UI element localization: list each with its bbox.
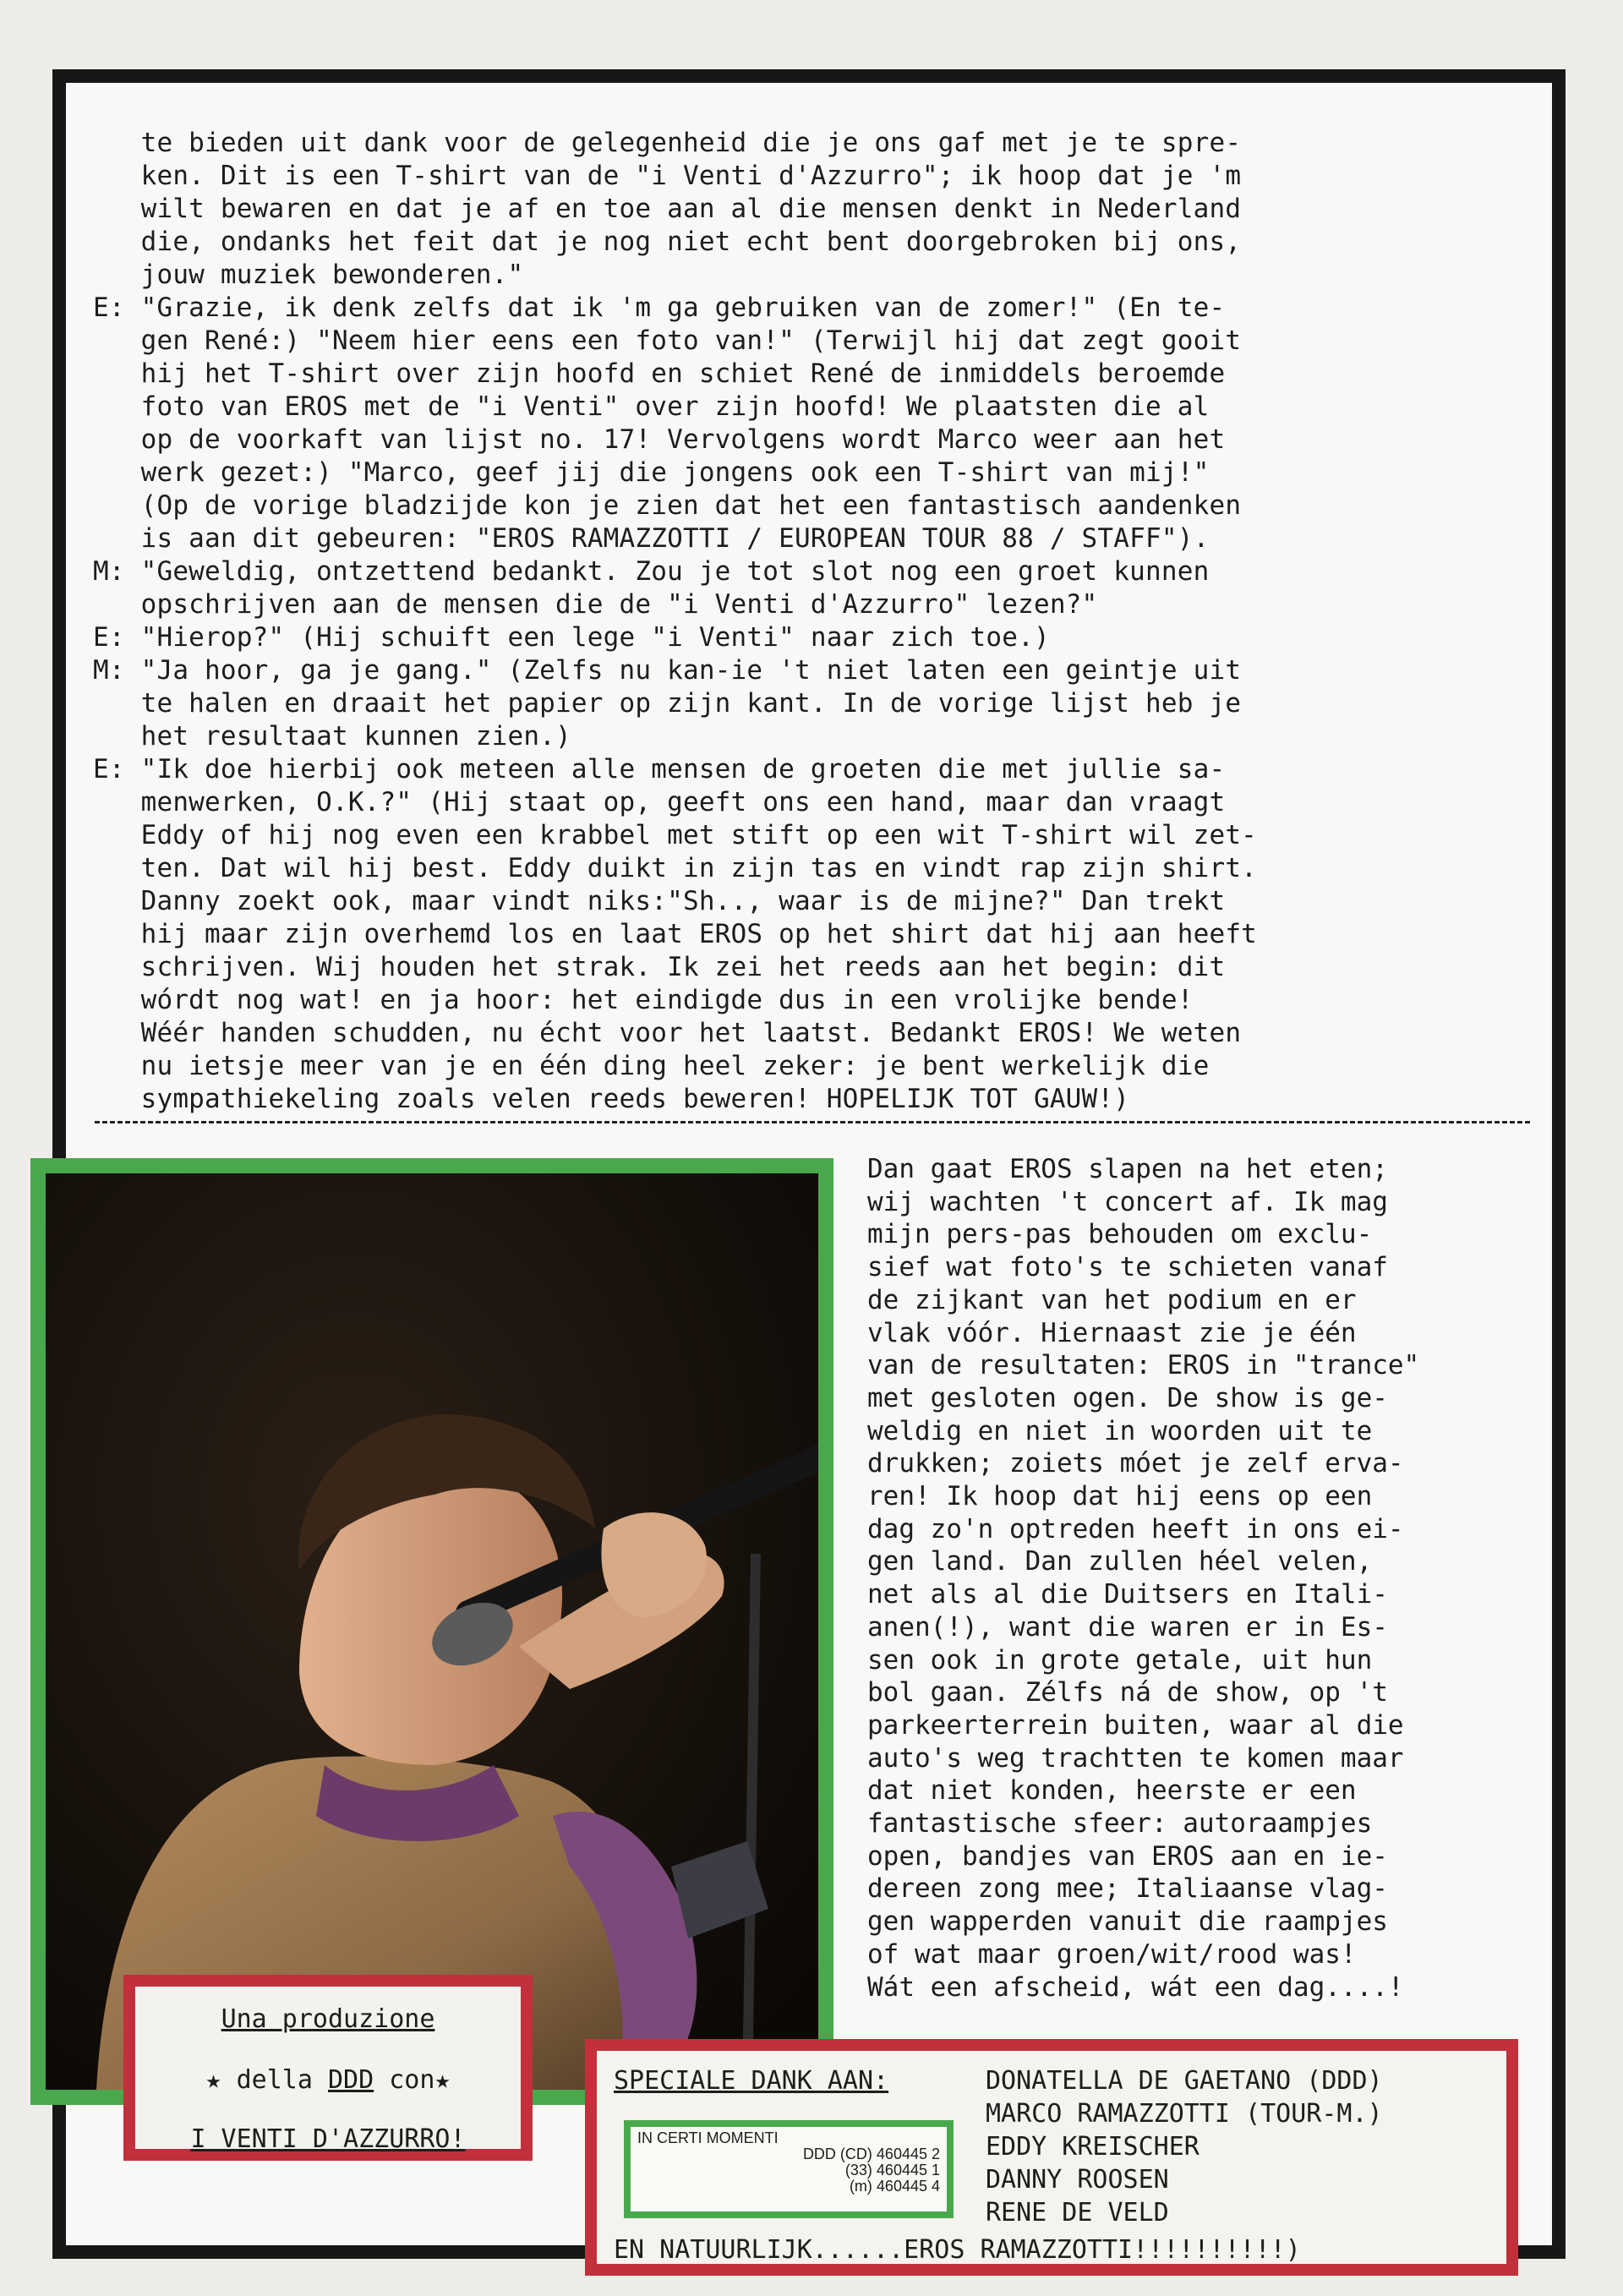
interview-line: Danny zoekt ook, maar vindt niks:"Sh.., waar is de mijne?" Dan trekt xyxy=(93,886,1226,916)
interview-line: schrijven. Wij houden het strak. Ik zei het reeds aan het begin: dit xyxy=(93,952,1226,982)
sidebar-line: vlak vóór. Hiernaast zie je één xyxy=(867,1317,1357,1348)
thanks-heading-text: SPECIALE DANK AAN: xyxy=(614,2066,889,2096)
album-row: (33) 460445 1 xyxy=(844,2162,940,2178)
thanks-name: DONATELLA DE GAETANO (DDD) xyxy=(986,2066,1383,2096)
interview-line: M: "Ja hoor, ga je gang." (Zelfs nu kan-ie 't niet laten een geintje uit xyxy=(93,655,1242,686)
dashed-divider xyxy=(95,1121,1530,1123)
interview-line: E: "Hierop?" (Hij schuift een lege "i Venti" naar zich toe.) xyxy=(93,622,1050,653)
album-info-box xyxy=(624,2120,954,2218)
credit-line-3 xyxy=(135,2124,521,2156)
thanks-name: EDDY KREISCHER xyxy=(986,2132,1199,2162)
sidebar-line: mijn pers-pas behouden om exclu- xyxy=(867,1219,1373,1250)
photo-frame xyxy=(30,1158,833,2105)
interview-line: die, ondanks het feit dat je nog niet echt bent doorgebroken bij ons, xyxy=(93,227,1242,257)
credit-box xyxy=(123,1975,533,2161)
interview-line: E: "Grazie, ik denk zelfs dat ik 'm ga gebruiken van de zomer!" (En te- xyxy=(93,292,1226,323)
sidebar-line: net als al die Duitsers en Itali- xyxy=(867,1579,1388,1610)
credit-line-2 xyxy=(135,2064,521,2096)
interview-line: nu ietsje meer van je en één ding heel zeker: je bent werkelijk die xyxy=(93,1051,1210,1081)
interview-line: wilt bewaren en dat je af en toe aan al die mensen denkt in Nederland xyxy=(93,194,1242,224)
interview-line: menwerken, O.K.?" (Hij staat op, geeft ons een hand, maar dan vraagt xyxy=(93,787,1226,817)
credit-line-1 xyxy=(135,2004,521,2036)
credit-ddd: DDD xyxy=(328,2065,374,2095)
thanks-name: MARCO RAMAZZOTTI (TOUR-M.) xyxy=(986,2099,1383,2129)
interview-line: M: "Geweldig, ontzettend bedankt. Zou je tot slot nog een groet kunnen xyxy=(93,556,1210,587)
interview-line: Eddy of hij nog even een krabbel met stift op een wit T-shirt wil zet- xyxy=(93,820,1258,850)
interview-line: sympathiekeling zoals velen reeds beweren! HOPELIJK TOT GAUW!) xyxy=(93,1084,1130,1114)
sidebar-line: dag zo'n optreden heeft in ons ei- xyxy=(867,1513,1404,1544)
singer-illustration xyxy=(46,1173,818,2090)
interview-line: Wéér handen schudden, nu écht voor het laatst. Bedankt EROS! We weten xyxy=(93,1018,1242,1048)
sidebar-line: Wát een afscheid, wát een dag....! xyxy=(867,1971,1404,2003)
sidebar-line: Dan gaat EROS slapen na het eten; xyxy=(867,1154,1388,1184)
interview-line: hij het T-shirt over zijn hoofd en schiet René de inmiddels beroemde xyxy=(93,358,1226,389)
sidebar-line: anen(!), want die waren er in Es- xyxy=(867,1611,1388,1643)
sidebar-line: met gesloten ogen. De show is ge- xyxy=(867,1382,1388,1413)
sidebar-line: sief wat foto's te schieten vanaf xyxy=(867,1252,1388,1283)
interview-line: (Op de vorige bladzijde kon je zien dat het een fantastisch aandenken xyxy=(93,490,1242,521)
star-icon: ★ xyxy=(434,2065,451,2095)
sidebar-line: open, bandjes van EROS aan en ie- xyxy=(867,1840,1388,1872)
interview-line: het resultaat kunnen zien.) xyxy=(93,721,571,752)
thanks-box xyxy=(585,2039,1518,2276)
album-row: DDD (CD) 460445 2 xyxy=(802,2146,940,2162)
sidebar-line: ren! Ik hoop dat hij eens op een xyxy=(867,1481,1373,1512)
thanks-final: EN NATUURLIJK......EROS RAMAZZOTTI!!!!!!!!!!) xyxy=(614,2235,1301,2265)
star-icon: ★ xyxy=(205,2065,221,2095)
sidebar-line: wij wachten 't concert af. Ik mag xyxy=(867,1186,1388,1217)
sidebar-line: fantastische sfeer: autoraampjes xyxy=(867,1808,1373,1840)
sidebar-line: de zijkant van het podium en er xyxy=(867,1284,1357,1315)
interview-line: wórdt nog wat! en ja hoor: het eindigde dus in een vrolijke bende! xyxy=(93,985,1194,1015)
credit-venti: I VENTI D'AZZURRO! xyxy=(190,2124,466,2154)
credit-con: con xyxy=(389,2065,435,2095)
interview-line: hij maar zijn overhemd los en laat EROS op het shirt dat hij aan heeft xyxy=(93,919,1258,949)
album-row: (m) 460445 4 xyxy=(849,2178,940,2195)
sidebar-line: drukken; zoiets móet je zelf erva- xyxy=(867,1448,1404,1479)
credit-production: Una produzione xyxy=(221,2004,435,2034)
sidebar-line: bol gaan. Zélfs ná de show, op 't xyxy=(867,1677,1388,1708)
thanks-heading xyxy=(614,2064,888,2097)
interview-line: E: "Ik doe hierbij ook meteen alle mensen de groeten die met jullie sa- xyxy=(93,754,1226,784)
sidebar-line: of wat maar groen/wit/rood was! xyxy=(867,1938,1357,1970)
interview-line: te halen en draait het papier op zijn kant. In de vorige lijst heb je xyxy=(93,688,1242,719)
album-title: IN CERTI MOMENTI xyxy=(637,2129,779,2146)
sidebar-line: weldig en niet in woorden uit te xyxy=(867,1415,1373,1446)
interview-line: ken. Dit is een T-shirt van de "i Venti d'Azzurro"; ik hoop dat je 'm xyxy=(93,161,1242,191)
interview-line: ten. Dat wil hij best. Eddy duikt in zijn tas en vindt rap zijn shirt. xyxy=(93,853,1258,883)
sidebar-line: sen ook in grote getale, uit hun xyxy=(867,1644,1373,1676)
interview-line: gen René:) "Neem hier eens een foto van!" (Terwijl hij dat zegt gooit xyxy=(93,325,1242,356)
interview-line: op de voorkaft van lijst no. 17! Vervolgens wordt Marco weer aan het xyxy=(93,424,1226,455)
sidebar-line: gen land. Dan zullen héel velen, xyxy=(867,1546,1373,1577)
concert-photo xyxy=(46,1173,818,2090)
thanks-name: DANNY ROOSEN xyxy=(986,2165,1169,2195)
credit-della: della xyxy=(236,2065,313,2095)
interview-line: jouw muziek bewonderen." xyxy=(93,260,524,290)
interview-line: opschrijven aan de mensen die de "i Venti d'Azzurro" lezen?" xyxy=(93,589,1098,620)
sidebar-line: parkeerterrein buiten, waar al die xyxy=(867,1709,1404,1741)
sidebar-line: van de resultaten: EROS in "trance" xyxy=(867,1350,1420,1381)
thanks-name: RENE DE VELD xyxy=(986,2198,1169,2228)
sidebar-line: auto's weg trachtten te komen maar xyxy=(867,1742,1404,1774)
interview-line: te bieden uit dank voor de gelegenheid die je ons gaf met je te spre- xyxy=(93,128,1242,158)
sidebar-line: gen wapperden vanuit die raampjes xyxy=(867,1906,1388,1938)
interview-line: is aan dit gebeuren: "EROS RAMAZZOTTI / EUROPEAN TOUR 88 / STAFF"). xyxy=(93,523,1210,554)
interview-line: werk gezet:) "Marco, geef jij die jongens ook een T-shirt van mij!" xyxy=(93,457,1210,488)
interview-text xyxy=(93,127,1547,1116)
sidebar-line: dat niet konden, heerste er een xyxy=(867,1775,1357,1807)
sidebar-text xyxy=(867,1153,1569,2004)
interview-line: foto van EROS met de "i Venti" over zijn hoofd! We plaatsten die al xyxy=(93,391,1210,422)
sidebar-line: dereen zong mee; Italiaanse vlag- xyxy=(867,1873,1388,1905)
